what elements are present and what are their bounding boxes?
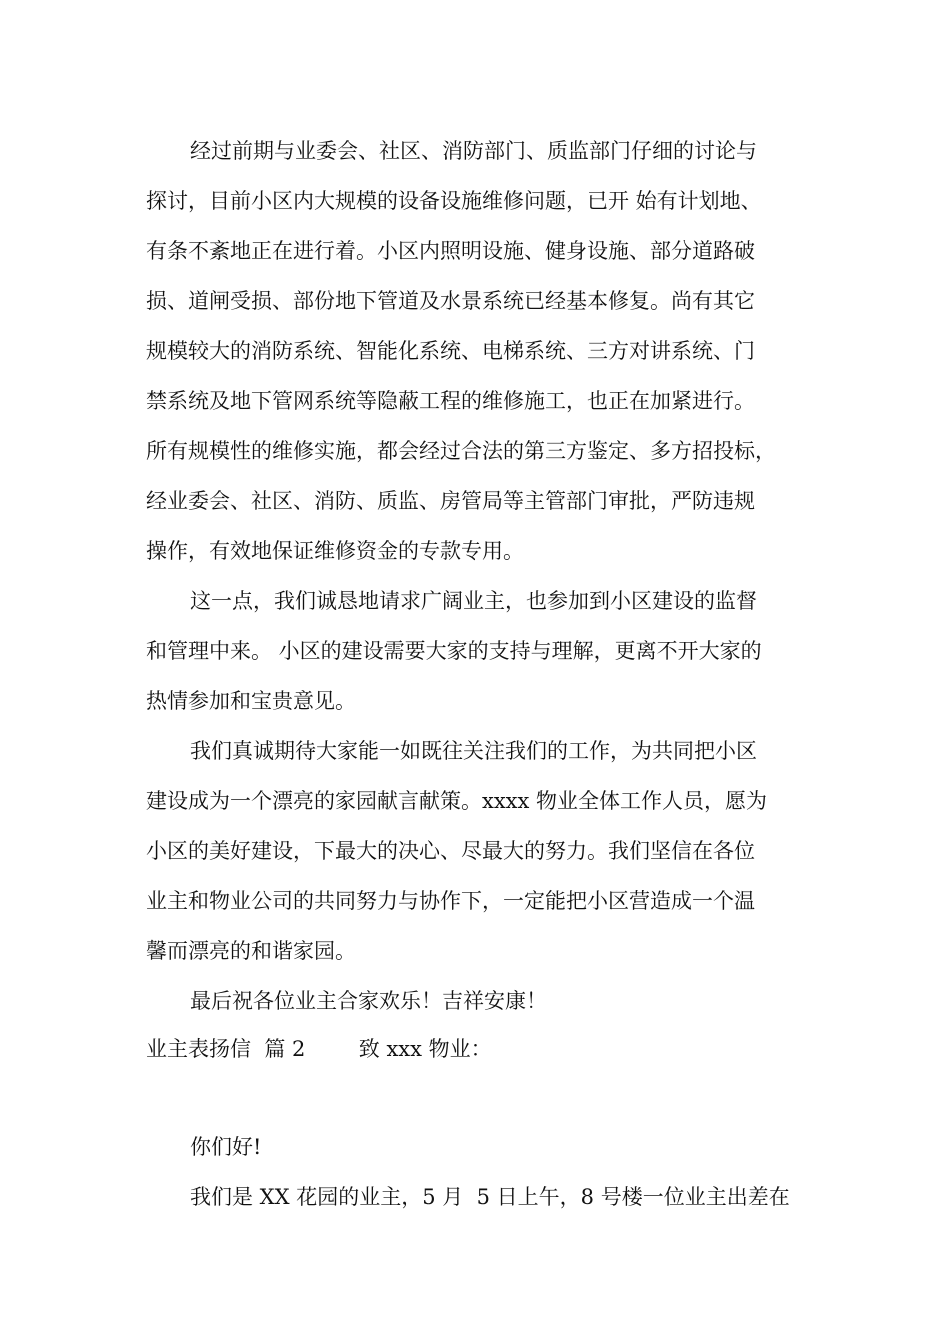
text-line: 经业委会、社区、消防、质监、房管局等主管部门审批，严防违规 bbox=[146, 489, 755, 513]
text-line: 我们真诚期待大家能一如既往关注我们的工作，为共同把小区 bbox=[190, 739, 757, 763]
text-line: 规模较大的消防系统、智能化系统、电梯系统、三方对讲系统、门 bbox=[146, 339, 755, 363]
text-line: 探讨，目前小区内大规模的设备设施维修问题，已开 始有计划地、 bbox=[146, 189, 762, 213]
text-line: 业主和物业公司的共同努力与协作下，一定能把小区营造成一个温 bbox=[146, 889, 755, 913]
text-line: 最后祝各位业主合家欢乐！吉祥安康！ bbox=[190, 989, 547, 1013]
text-line: 所有规模性的维修实施，都会经过合法的第三方鉴定、多方招投标， bbox=[146, 439, 776, 463]
text-line: 小区的美好建设，下最大的决心、尽最大的努力。我们坚信在各位 bbox=[146, 839, 755, 863]
text-line: 操作，有效地保证维修资金的专款专用。 bbox=[146, 539, 524, 563]
text-line: 禁系统及地下管网系统等隐蔽工程的维修施工，也正在加紧进行。 bbox=[146, 389, 755, 413]
text-line: 我们是 XX 花园的业主，5 月 5 日上午，8 号楼一位业主出差在 bbox=[190, 1185, 790, 1209]
text-line: 有条不紊地正在进行着。小区内照明设施、健身设施、部分道路破 bbox=[146, 239, 755, 263]
text-line: 损、道闸受损、部份地下管道及水景系统已经基本修复。尚有其它 bbox=[146, 289, 755, 313]
text-line: 经过前期与业委会、社区、消防部门、质监部门仔细的讨论与 bbox=[190, 139, 757, 163]
text-line: 热情参加和宝贵意见。 bbox=[146, 689, 356, 713]
greeting-line: 你们好! bbox=[190, 1135, 262, 1159]
letter-heading: 业主表扬信 篇 2 致 xxx 物业： bbox=[146, 1037, 492, 1061]
text-line: 建设成为一个漂亮的家园献言献策。xxxx 物业全体工作人员，愿为 bbox=[146, 789, 768, 813]
text-line: 这一点，我们诚恳地请求广阔业主，也参加到小区建设的监督 bbox=[190, 589, 757, 613]
text-line: 和管理中来。 小区的建设需要大家的支持与理解，更离不开大家的 bbox=[146, 639, 762, 663]
text-line: 馨而漂亮的和谐家园。 bbox=[146, 939, 356, 963]
